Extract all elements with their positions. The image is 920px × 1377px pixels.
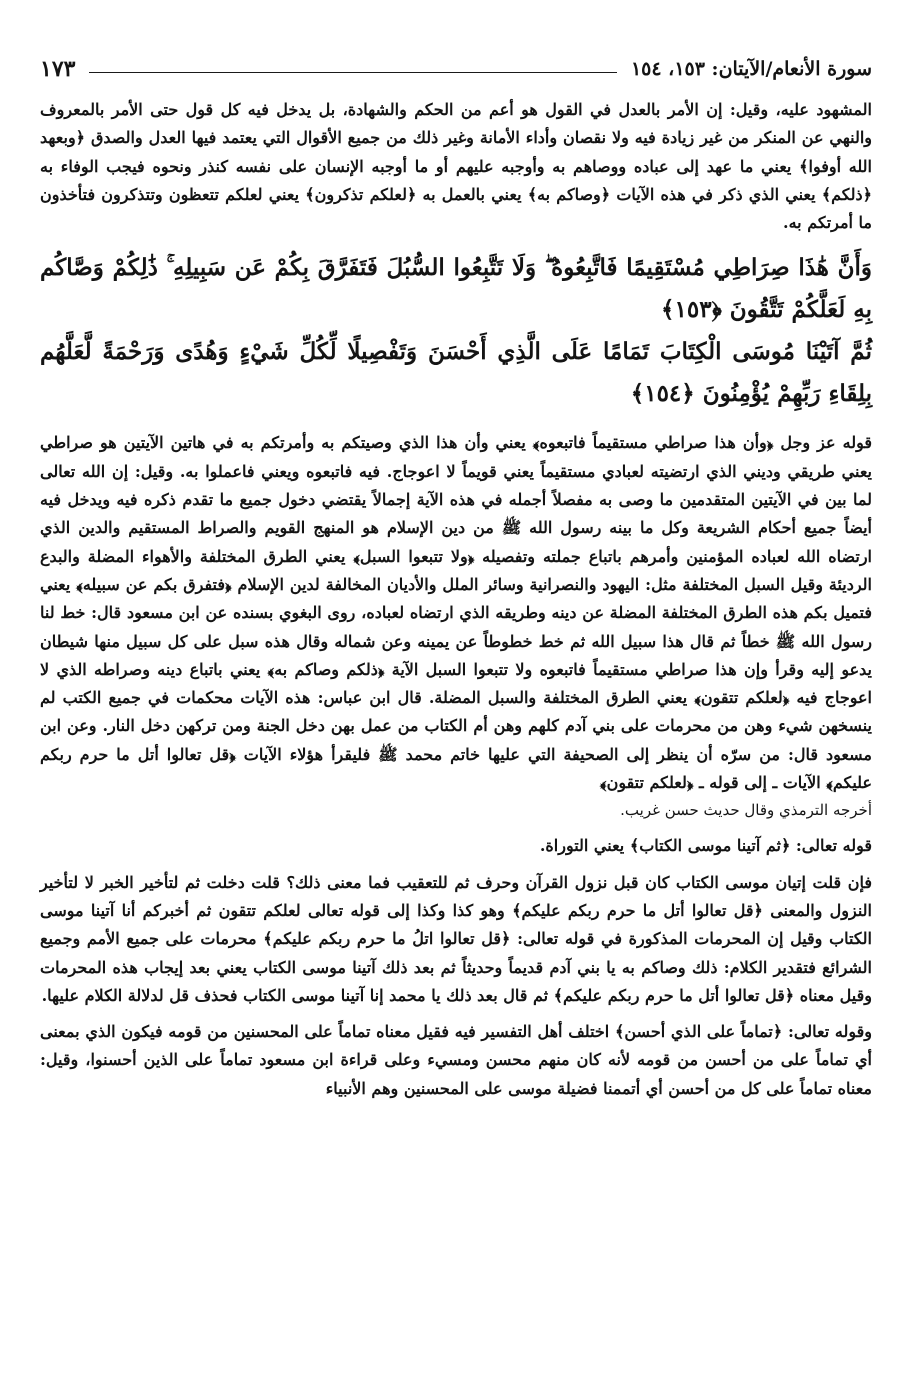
ayah-154: ثُمَّ آتَيْنَا مُوسَى الْكِتَابَ تَمَامًا عَلَى الَّذِي أَحْسَنَ وَتَفْصِيلًا لِّكُلِّ شَيْءٍ وَهُدًى وَرَحْمَةً لَّعَلَّهُم بِلِقَاءِ رَبِّهِمْ يُؤْمِنُونَ ﴿١٥٤﴾	[40, 338, 872, 408]
commentary-paragraph-3: قوله تعالى: ﴿ثم آتينا موسى الكتاب﴾ يعني التوراة.	[539, 836, 872, 856]
commentary-paragraph-2: قوله عز وجل ﴿وأن هذا صراطي مستقيماً فاتبعوه﴾ يعني وأن هذا الذي وصيتكم به وأمرتكم به في هاتين الآيتين هو صراطي يعني طريقي وديني الذي ارتضيته لعبادي مستقيماً يعني قويماً لا اعوجاج. فيه فاتبعوه ويعني فاعملوا به. وقيل: إن الله تعالى لما بين في الآيتين المتقدمين ما وصى به مفصلاً أجمله في هذه الآية إجمالاً يقتضي دخول جميع ما تقدم ذكره فيه ويدخل فيه أيضاً جميع أحكام الشريعة وكل ما بينه رسول الله ﷺ من دين الإسلام هو المنهج القويم والصراط المستقيم والدين الذي ارتضاه الله لعباده المؤمنين وأمرهم باتباع جملته وتفصيله ﴿ولا تتبعوا السبل﴾ يعني الطرق المختلفة والأهواء المضلة والبدع الرديئة وقيل السبل المختلفة مثل: اليهود والنصرانية وسائر الملل والأديان المخالفة لدين الإسلام ﴿فتفرق بكم عن سبيله﴾ يعني فتميل بكم هذه الطرق المختلفة المضلة عن دينه وطريقه الذي ارتضاه لعباده، روى البغوي بسنده عن ابن مسعود قال: خط لنا رسول الله ﷺ خطاً ثم قال هذا سبيل الله ثم خط خطوطاً عن يمينه وعن شماله وقال هذه سبل على كل سبيل منها شيطان يدعو إليه وقرأ وإن هذا صراطي مستقيماً فاتبعوه ولا تتبعوا السبل الآية ﴿ذلكم وصاكم به﴾ يعني باتباع دينه وصراطه الذي لا اعوجاج فيه ﴿لعلكم تتقون﴾ يعني الطرق المختلفة والسبل المضلة. قال ابن عباس: هذه الآيات محكمات في جميع الكتب لم ينسخهن شيء وهن من محرمات على بني آدم كلهم وهن أم الكتاب من عمل بهن دخل الجنة ومن تركهن دخل النار. وعن ابن مسعود قال: من سرّه أن ينظر إلى الصحيفة التي عليها خاتم محمد ﷺ فليقرأ هؤلاء الآيات ﴿قل تعالوا أتل ما حرم ربكم عليكم﴾ الآيات ـ إلى قوله ـ ﴿لعلكم تتقون﴾	[40, 433, 873, 793]
hadith-source-note: أخرجه الترمذي وقال حديث حسن غريب.	[620, 801, 872, 820]
page-number: ١٧٣	[40, 56, 76, 82]
page-body	[40, 96, 872, 1103]
running-title: سورة الأنعام/الآيتان: ١٥٣، ١٥٤	[630, 58, 872, 80]
quran-verses	[40, 247, 872, 415]
running-header	[40, 52, 872, 86]
commentary-paragraph-5: وقوله تعالى: ﴿تماماً على الذي أحسن﴾ اختلف أهل التفسير فيه فقيل معناه تماماً على المحسنين من قومه فيكون الذي بمعنى أي تماماً على من أحسن من قومه لأنه كان منهم محسن ومسيء وعلى قراءة ابن مسعود تماماً على الذين أحسنوا، وقيل: معناه تماماً على كل من أحسن أي أتممنا فضيلة موسى على المحسنين وهم الأنبياء	[40, 1022, 872, 1098]
commentary-paragraph-4: فإن قلت إتيان موسى الكتاب كان قبل نزول القرآن وحرف ثم للتعقيب فما معنى ذلك؟ قلت دخلت ثم لتأخير الخبر لا لتأخير النزول والمعنى ﴿قل تعالوا أتل ما حرم ربكم عليكم﴾ وهو كذا وكذا إلى قوله تعالى لعلكم تتقون ثم أخبركم أنا آتينا موسى الكتاب وقيل إن المحرمات المذكورة في قوله تعالى: ﴿قل تعالوا اتلُ ما حرم ربكم عليكم﴾ محرمات على جميع الأمم وجميع الشرائع فتقدير الكلام: ذلك وصاكم به يا بني آدم قديماً وحديثاً ثم بعد ذلك آتينا موسى الكتاب يعني بعد إيجاب هذه المحرمات وقيل معناه ﴿قل تعالوا أتل ما حرم ربكم عليكم﴾ ثم قال بعد ذلك يا محمد إنا آتينا موسى الكتاب فحذف قل لدلالة الكلام عليها.	[40, 872, 872, 1005]
ayah-153: وَأَنَّ هَٰذَا صِرَاطِي مُسْتَقِيمًا فَاتَّبِعُوهُ ۖ وَلَا تَتَّبِعُوا السُّبُلَ فَتَفَرَّقَ بِكُمْ عَن سَبِيلِهِ ۚ ذَٰلِكُمْ وَصَّاكُم بِهِ لَعَلَّكُمْ تَتَّقُونَ ﴿١٥٣﴾	[40, 254, 872, 324]
commentary-paragraph-1: المشهود عليه، وقيل: إن الأمر بالعدل في القول هو أعم من الحكم والشهادة، بل يدخل فيه كل قول حتى الأمر بالمعروف والنهي عن المنكر من غير زيادة فيه ولا نقصان وأداء الأمانة وغير ذلك من جميع الأقوال التي يعتمد فيها العدل والصدق ﴿وبعهد الله أوفوا﴾ يعني ما عهد إلى عباده ووصاهم به وأوجبه عليهم أو ما أوجبه الإنسان على نفسه كنذر ونحوه فيجب الوفاء به ﴿ذلكم﴾ يعني الذي ذكر في هذه الآيات ﴿وصاكم به﴾ يعني بالعمل به ﴿لعلكم تذكرون﴾ يعني لعلكم تتعظون وتتذكرون فتأخذون ما أمرتكم به.	[40, 100, 872, 233]
header-rule	[89, 72, 616, 73]
